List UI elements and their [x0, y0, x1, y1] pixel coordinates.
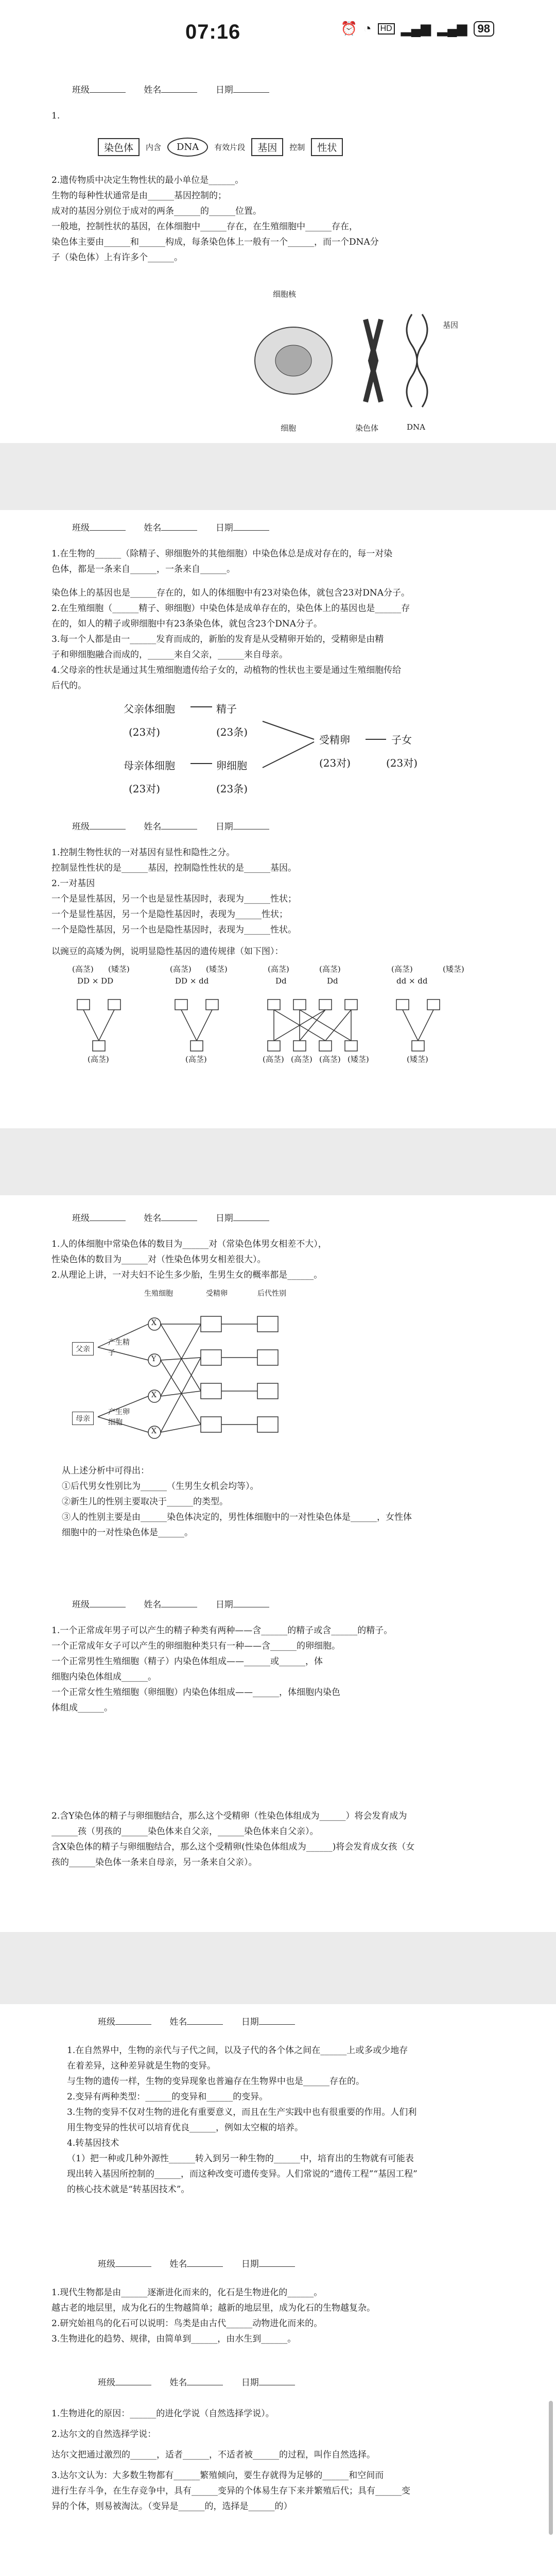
worksheet-page-4: 班级 姓名 日期 1.在自然界中，生物的亲代与子代之间，以及子代的各个体之间在______上或多或少地存 在着差异，这种差异就是生物的变异。 与生物的遗传一样，生物的变异现象也普遍存在生物界中也是______存在的。 2.变异有两种类型：______的变异和______的变异。 3.生物的变异不仅对生物的进化有重要意义，而且在生产实践中也有很重要的作用。人们利 用生物变异的性状可以培育优良______，例如太空椒的培养。 4.转基因技术 （1）把一种或几种外源性______转入到另一种生物的______中，培育出的生物就有可能表 现出转入基因所控制的______，而这种改变可遗传变异。人们常说的“遗传工程”“基因工程” 的核心技术就是“转基因技术”。 班级 姓名 日期 1.现代生物都是由______逐渐进化而来的，化石是生物进化的______。 越古老的地层里，成为化石的生物越简单；越新的地层里，成为化石的生物越复杂。 2.研究始祖鸟的化石可以说明：鸟类是由古代______动物进化而来的。 3.生物进化的趋势、规律，由简单到______，由水生到______。 班级 姓名 日期 1.生物进化的原因：______的进化学说（自然选择学说）。 2.达尔文的自然选择学说： 达尔文把通过激烈的______，适者______，不适者被______的过程，叫作自然选择。 3.达尔文认为：大多数生物都有______繁殖倾向，要生存就得为足够的______和空间而 进行生存斗争，在生存竞争中，具有______变异的个体易生存下来并繁殖后代；具有______变 异的个体，则易被淘汰。（变异是______的，选择是______的） [0, 2004, 556, 2576]
page-header: 班级 姓名 日期 [72, 82, 285, 95]
wifi-icon: ◔ [363, 21, 372, 36]
concept-flow-diagram: 染色体 内含 DNA 有效片段 基因 控制 性状 [98, 131, 468, 162]
pea-cross-diagram: (高茎) (矮茎) (高茎) (矮茎) (高茎) (高茎) (高茎) (矮茎) DD × DD DD × dd Dd Dd dd × dd (高茎) (高茎) (高茎) (高茎) (高茎) (矮茎) (矮茎) [72, 963, 505, 1097]
sex-determination-diagram: 生殖细胞 受精卵 后代性别 父亲 产生精子 母亲 产生卵细胞 X Y X X [67, 1288, 335, 1453]
signal-icon: ▂▄▆ [401, 21, 431, 36]
cross-lines [72, 989, 505, 1072]
status-bar [0, 0, 556, 62]
reproduction-diagram: 父亲体细胞 精子 (23对) (23条) 母亲体细胞 卵细胞 (23对) (23条) 受精卵 (23对) 子女 (23对) [124, 701, 432, 814]
fig-label-gene: 基因 [443, 320, 459, 330]
question-number: 1. [51, 111, 60, 121]
signal-icon-2: ▂▄▆ [437, 21, 467, 36]
page-gap [0, 1932, 556, 2004]
worksheet-page-1: 班级 姓名 日期 1. 染色体 内含 DNA 有效片段 基因 控制 性状 2.遗传物质中决定生物性状的最小单位是______。 生物的每种性状通常是由______基因控制的； 成对的基因分别位于成对的两条______的______位置。 一般地，控制性状的基因，在体细胞中______存在，在生殖细胞中______存在， 染色体主要由______和______构成，每条染色体上一般有一个______，而一个DNA分 子（染色体）上有许多个______。 细胞核 基因 细胞 染色体 DNA [0, 62, 556, 443]
page-header: 班级 姓名 日期 [72, 819, 285, 832]
battery-icon: 98 [474, 21, 494, 37]
chromosome-box: 染色体 [98, 138, 140, 156]
fig-label-nucleus: 细胞核 [273, 290, 297, 299]
sex-diagram-lines [67, 1298, 335, 1453]
page-header: 班级 姓名 日期 [98, 2257, 310, 2269]
status-icons [340, 21, 494, 37]
page-header: 班级 姓名 日期 [72, 1211, 285, 1224]
page-gap [0, 443, 556, 510]
worksheet-page-3b: 2.含Y染色体的精子与卵细胞结合，那么这个受精卵（性染色体组成为______）将会发育成为 ______孩（男孩的______染色体来自父亲，______染色体来自父亲）。 含X染色体的精子与卵细胞结合，那么这个受精卵(性染色体组成为______)将会发育成女孩（女 孩的______染色体一条来自母亲，另一条来自父亲）。 [0, 1803, 556, 1932]
cell-chromosome-illustration [247, 299, 443, 417]
worksheet-page-2: 班级 姓名 日期 1.在生物的______（除精子、卵细胞外的其他细胞）中染色体总是成对存在的，每一对染 色体，都是一条来自______，一条来自______。 染色体上的基因也是______存在的，如人的体细胞中有23对染色体，就包含23对DNA分子。 2.在生殖细胞（______精子、卵细胞）中染色体是成单存在的，染色体上的基因也是______存 在的，如人的精子或卵细胞中有23条染色体，就包含23个DNA分子。 3.每一个人都是由一______发育而成的，新胎的发育是从受精卵开始的，受精卵是由精 子和卵细胞融合而成的，______来自父亲，______来自母亲。 4.父母亲的性状是通过其生殖细胞遗传给子女的，动植物的性状也主要是通过生殖细胞传给 后代的。 父亲体细胞 精子 (23对) (23条) 母亲体细胞 卵细胞 (23对) (23条) 受精卵 (23对) 子女 (23对) 班级 姓名 日期 1.控制生物性状的一对基因有显性和隐性之分。 控制显性性状的是______基因，控制隐性性状的是______基因。 2.一对基因 一个是显性基因，另一个也是显性基因时，表现为______性状； 一个是显性基因，另一个是隐性基因时，表现为______性状； 一个是隐性基因，另一个也是隐性基因时，表现为______性状。 以豌豆的高矮为例，说明显隐性基因的遗传规律（如下图）： (高茎) (矮茎) (高茎) (矮茎) (高茎) (高茎) (高茎) (矮茎) DD × DD DD × dd Dd Dd dd × dd (高茎) (高茎) (高茎) (高茎) (高茎) (矮茎) (矮茎) [0, 510, 556, 1128]
page-gap [0, 1128, 556, 1195]
fig-label-chromosome: 染色体 [355, 423, 379, 433]
page-header: 班级 姓名 日期 [72, 1597, 285, 1610]
hd-icon: HD [378, 23, 395, 35]
worksheet-page-3: 班级 姓名 日期 1.人的体细胞中常染色体的数目为______对（常染色体男女相差不大）， 性染色体的数目为______对（性染色体男女相差很大）。 2.从理论上讲，一对夫妇不论生多少胎，生男生女的概率都是______。 生殖细胞 受精卵 后代性别 父亲 产生精子 母亲 产生卵细胞 X Y X X 从上述分析中可得出： ①后代男女性别比为______（生男生女机会均等）。 ②新生儿的性别主要取决于______的类型。 ③人的性别主要是由______染色体决定的，男性体细胞中的一对性染色体是______，女性体 细胞中的一对性染色体是______。 班级 姓名 日期 1.一个正常成年男子可以产生的精子种类有两种——含______的精子或含______的精子。 一个正常成年女子可以产生的卵细胞种类只有一种——含______的卵细胞。 一个正常男性生殖细胞（精子）内染色体组成——______或______，体 细胞内染色体组成______。 一个正常女性生殖细胞（卵细胞）内染色体组成——______，体细胞内染色 体组成______。 [0, 1195, 556, 1803]
gene-box: 基因 [251, 138, 283, 156]
scrollbar-thumb[interactable] [549, 2401, 553, 2535]
alarm-icon: ⏰ [340, 21, 357, 36]
fig-label-cell: 细胞 [281, 423, 297, 433]
dna-ellipse: DNA [167, 138, 208, 157]
diagram-arrows [124, 701, 432, 814]
page-header: 班级 姓名 日期 [98, 2014, 310, 2027]
status-time: 07:16 [185, 21, 241, 43]
trait-box: 性状 [311, 138, 343, 156]
page-header: 班级 姓名 日期 [98, 2375, 310, 2388]
fig-label-dna: DNA [407, 422, 425, 432]
page-header: 班级 姓名 日期 [72, 520, 285, 533]
